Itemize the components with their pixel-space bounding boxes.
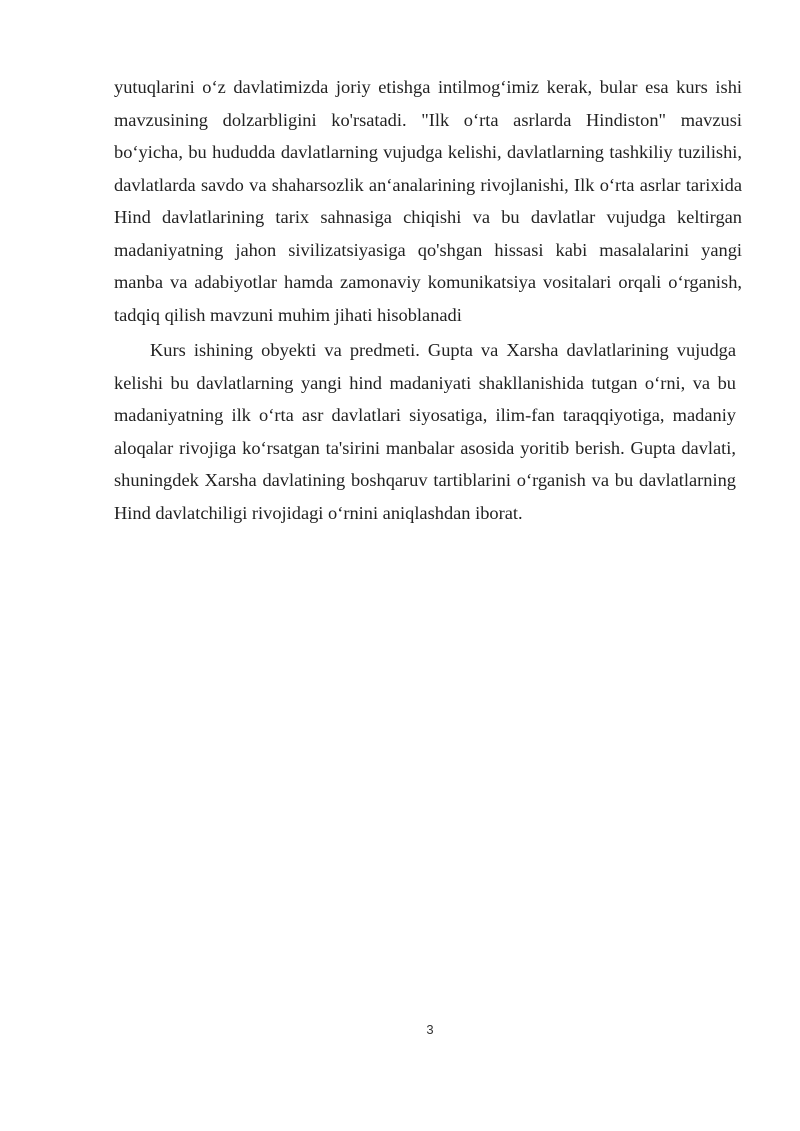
paragraph-relevance: yutuqlarini o‘z davlatimizda joriy etishga intilmog‘imiz kerak, bular esa kurs ishi mavzusining dolzarbligini ko'rsatadi. "Ilk o‘rta asrlarda Hindiston" mavzusi bo‘yicha, bu hududda davlatlarning vujudga kelishi, davlatlarning tashkiliy tuzilishi, davlatlarda savdo va shaharsozlik an‘analarining rivojlanishi, Ilk o‘rta asrlar tarixida Hind davlatlarining tarix sahnasiga chiqishi va bu davlatlar vujudga keltirgan madaniyatning jahon sivilizatsiyasiga qo'shgan hissasi kabi masalalarini yangi manba va adabiyotlar hamda zamonaviy komunikatsiya vositalari orqali o‘rganish, tadqiq qilish mavzuni muhim jihati hisoblanadi [114, 77, 742, 325]
paragraph-object-subject: Kurs ishining obyekti va predmeti. Gupta va Xarsha davlatlarining vujudga kelishi bu davlatlarning yangi hind madaniyati shakllanishida tutgan o‘rni, va bu madaniyatning ilk o‘rta asr davlatlari siyosatiga, ilim-fan taraqqiyotiga, madaniy aloqalar rivojiga ko‘rsatgan ta'sirini manbalar asosida yoritib berish. Gupta davlati, shuningdek Xarsha davlatining boshqaruv tartiblarini o‘rganish va bu davlatlarning Hind davlatchiligi rivojidagi o‘rnini aniqlashdan iborat. [114, 340, 736, 523]
page-number: 3 [426, 1022, 434, 1037]
